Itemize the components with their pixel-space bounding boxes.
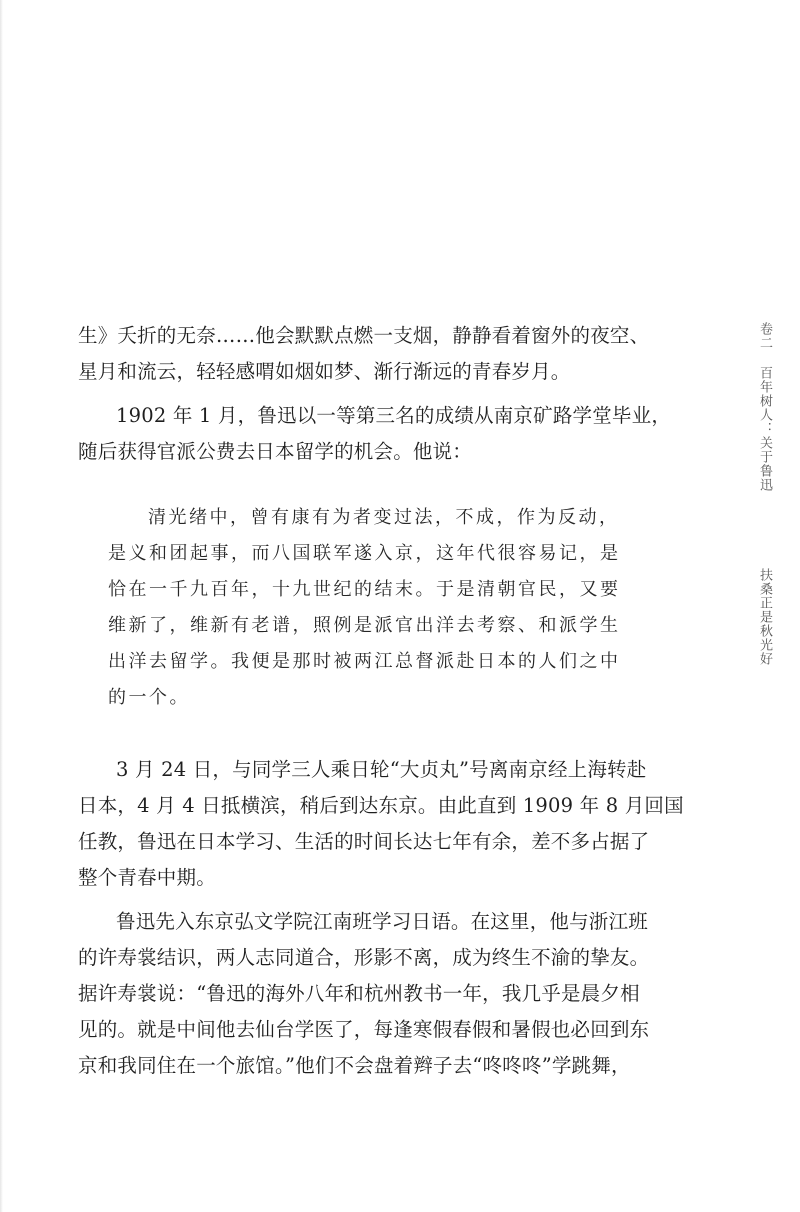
text-line: 日本，4 月 4 日抵横滨，稍后到达东京。由此直到 1909 年 8 月回国 bbox=[78, 794, 684, 817]
text-line: 的许寿裳结识，两人志同道合，形影不离，成为终生不渝的挚友。 bbox=[78, 946, 650, 969]
text-line: 随后获得官派公费去日本留学的机会。他说： bbox=[78, 440, 473, 463]
text-line: 星月和流云，轻轻感喟如烟如梦、渐行渐远的青春岁月。 bbox=[78, 360, 571, 383]
quote-line: 恰在一千九百年，十九世纪的结末。于是清朝官民，又要 bbox=[108, 579, 621, 600]
quote-line: 出洋去留学。我便是那时被两江总督派赴日本的人们之中 bbox=[108, 651, 621, 672]
running-head-section: 卷二 百年树人：关于鲁迅 bbox=[757, 322, 772, 492]
scan-edge bbox=[0, 0, 3, 1212]
text-line: 京和我同住在一个旅馆。”他们不会盘着辫子去“咚咚咚”学跳舞， bbox=[78, 1054, 631, 1077]
text-line: 生》夭折的无奈……他会默默点燃一支烟，静静看着窗外的夜空、 bbox=[78, 324, 650, 347]
quote-line: 的一个。 bbox=[108, 687, 190, 708]
text-line: 1902 年 1 月，鲁迅以一等第三名的成绩从南京矿路学堂毕业， bbox=[116, 404, 672, 427]
quote-line: 维新了，维新有老谱，照例是派官出洋去考察、和派学生 bbox=[108, 615, 621, 636]
text-line: 鲁迅先入东京弘文学院江南班学习日语。在这里，他与浙江班 bbox=[116, 910, 648, 933]
body-text bbox=[78, 318, 684, 1084]
running-head-chapter: 扶桑正是秋光好 bbox=[757, 568, 772, 666]
text-line: 整个青春中期。 bbox=[78, 866, 216, 889]
text-line: 3 月 24 日，与同学三人乘日轮“大贞丸”号离南京经上海转赴 bbox=[116, 758, 647, 781]
block-quote bbox=[78, 500, 678, 716]
text-line: 据许寿裳说：“鲁迅的海外八年和杭州教书一年，我几乎是晨夕相 bbox=[78, 982, 640, 1005]
quote-line: 是义和团起事，而八国联军遂入京，这年代很容易记，是 bbox=[108, 543, 621, 564]
text-line: 任教，鲁迅在日本学习、生活的时间长达七年有余，差不多占据了 bbox=[78, 830, 650, 853]
text-line: 见的。就是中间他去仙台学医了，每逢寒假春假和暑假也必回到东 bbox=[78, 1018, 650, 1041]
quote-line: 清光绪中，曾有康有为者变过法，不成，作为反动， bbox=[148, 507, 620, 528]
